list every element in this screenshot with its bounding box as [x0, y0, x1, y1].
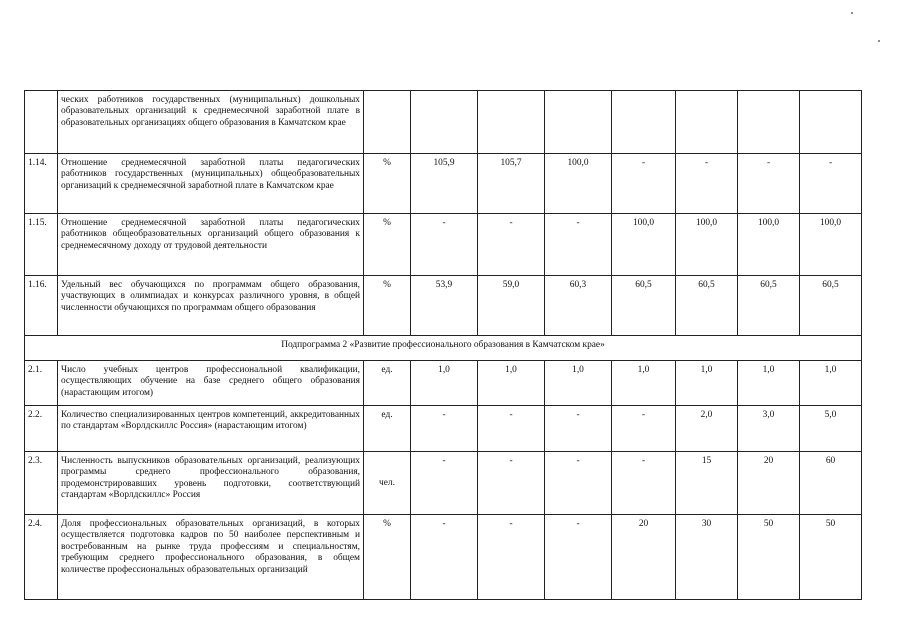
row-value: 50	[738, 515, 800, 600]
row-unit: %	[364, 276, 411, 336]
row-value: 1,0	[676, 361, 738, 406]
row-value: 1,0	[612, 361, 676, 406]
indicators-table	[24, 90, 862, 600]
row-description: Число учебных центров профессиональной квалификации, осуществляющих обучение на базе среднего общего образования (нарастающим итогом)	[58, 361, 364, 406]
table-row	[25, 276, 862, 336]
row-unit: ед.	[364, 361, 411, 406]
row-value: 20	[738, 452, 800, 515]
row-value: 53,9	[411, 276, 478, 336]
row-value: -	[411, 515, 478, 600]
row-unit: %	[364, 214, 411, 276]
row-value: 2,0	[676, 406, 738, 452]
table-row	[25, 361, 862, 406]
table-row	[25, 515, 862, 600]
row-unit: %	[364, 154, 411, 214]
row-description: Численность выпускников образовательных организаций, реализующих программы среднего профессионального образования, продемонстрировавших уровень подготовки, соответствующий стандартам «Ворлдскиллс» Россия	[58, 452, 364, 515]
row-value: 105,7	[478, 154, 545, 214]
row-value: 1,0	[411, 361, 478, 406]
row-value	[800, 91, 862, 154]
row-description: Отношение среднемесячной заработной платы педагогических работников общеобразовательных организаций общего образования к среднемесячному доходу от трудовой деятельности	[58, 214, 364, 276]
row-value: 5,0	[800, 406, 862, 452]
table-row	[25, 154, 862, 214]
row-value	[411, 91, 478, 154]
row-description: Отношение среднемесячной заработной платы педагогических работников государственных (муниципальных) общеобразовательных организаций к среднемесячной заработной плате в Камчатском крае	[58, 154, 364, 214]
row-value: -	[612, 406, 676, 452]
row-number: 1.16.	[25, 276, 58, 336]
row-number: 2.4.	[25, 515, 58, 600]
row-value: 1,0	[738, 361, 800, 406]
row-value: 100,0	[676, 214, 738, 276]
row-description: Удельный вес обучающихся по программам общего образования, участвующих в олимпиадах и конкурсах различного уровня, в общей численности обучающихся по программам общего образования	[58, 276, 364, 336]
row-value: 15	[676, 452, 738, 515]
table-row	[25, 452, 862, 515]
row-value: -	[411, 214, 478, 276]
row-description: ческих работников государственных (муниципальных) дошкольных образовательных организаций к среднемесячной заработной плате в образовательных организациях общего образования в Камчатском крае	[58, 91, 364, 154]
row-value: -	[800, 154, 862, 214]
row-number: 1.15.	[25, 214, 58, 276]
row-value: -	[545, 515, 612, 600]
row-value: 30	[676, 515, 738, 600]
subprogram-row	[25, 336, 862, 361]
row-unit: %	[364, 515, 411, 600]
row-value: 60,5	[738, 276, 800, 336]
row-value: -	[478, 406, 545, 452]
row-value: -	[545, 214, 612, 276]
row-value: -	[478, 515, 545, 600]
row-value	[738, 91, 800, 154]
row-value: -	[478, 214, 545, 276]
row-description: Количество специализированных центров компетенций, аккредитованных по стандартам «Ворлдскиллс Россия» (нарастающим итогом)	[58, 406, 364, 452]
table-row	[25, 91, 862, 154]
row-value: 60,3	[545, 276, 612, 336]
row-value: 60,5	[800, 276, 862, 336]
subprogram-title: Подпрограмма 2 «Развитие профессионального образования в Камчатском крае»	[25, 336, 862, 361]
row-value: 3,0	[738, 406, 800, 452]
row-value	[612, 91, 676, 154]
scan-speck	[851, 12, 853, 14]
row-value: 1,0	[478, 361, 545, 406]
row-value: -	[738, 154, 800, 214]
row-value: 50	[800, 515, 862, 600]
row-description: Доля профессиональных образовательных организаций, в которых осуществляется подготовка кадров по 50 наиболее перспективным и востребованным на рынке труда профессиям и специальностям, требующим среднего профессионального образования, в общем количестве профессиональных образовательных организаций	[58, 515, 364, 600]
table-row	[25, 406, 862, 452]
row-unit: чел.	[364, 452, 411, 515]
row-number: 2.3.	[25, 452, 58, 515]
row-value: -	[676, 154, 738, 214]
scan-speck	[878, 40, 880, 42]
row-value: 1,0	[800, 361, 862, 406]
row-value: -	[478, 452, 545, 515]
row-value: -	[545, 452, 612, 515]
row-value: 20	[612, 515, 676, 600]
row-number	[25, 91, 58, 154]
row-number: 2.2.	[25, 406, 58, 452]
row-value: -	[612, 154, 676, 214]
row-value: 100,0	[738, 214, 800, 276]
row-number: 1.14.	[25, 154, 58, 214]
row-value: 100,0	[800, 214, 862, 276]
row-value: 1,0	[545, 361, 612, 406]
row-value: 60,5	[676, 276, 738, 336]
row-value: 60,5	[612, 276, 676, 336]
row-value	[676, 91, 738, 154]
row-value: -	[545, 406, 612, 452]
row-value: 100,0	[545, 154, 612, 214]
row-number: 2.1.	[25, 361, 58, 406]
row-value	[478, 91, 545, 154]
row-value: 100,0	[612, 214, 676, 276]
row-value: 105,9	[411, 154, 478, 214]
row-value	[545, 91, 612, 154]
row-value: 59,0	[478, 276, 545, 336]
table-row	[25, 214, 862, 276]
row-value: 60	[800, 452, 862, 515]
row-value: -	[411, 406, 478, 452]
row-value: -	[411, 452, 478, 515]
row-unit: ед.	[364, 406, 411, 452]
row-value: -	[612, 452, 676, 515]
row-unit	[364, 91, 411, 154]
